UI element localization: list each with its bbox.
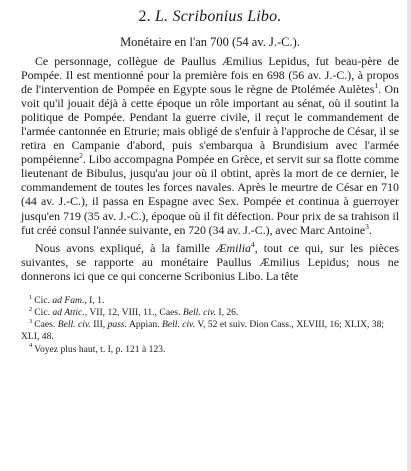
footnote-1-text-a: Cic. xyxy=(34,294,53,306)
footnote-ref-3[interactable]: 3 xyxy=(365,221,369,231)
paragraph-2 xyxy=(21,241,399,283)
footnote-3-text-c: Appian. xyxy=(127,319,162,331)
footnote-2-work: ad Attic. xyxy=(52,306,85,318)
paragraph-1-text-d: . xyxy=(368,222,372,237)
section-heading xyxy=(21,8,399,26)
footnote-3-work-2: Bell. civ. xyxy=(162,319,196,331)
footnote-1 xyxy=(21,295,399,307)
footnote-3-work: Bell. civ. xyxy=(57,319,91,331)
section-subheading: Monétaire en l'an 700 (54 av. J.-C.). xyxy=(120,35,300,49)
footnote-3-text-a: Caes. xyxy=(34,319,58,331)
family-name: Æmilia xyxy=(215,240,251,255)
footnote-2-text-c: I, 26. xyxy=(216,306,239,318)
paragraph-1-text-c: . Libo accompagna Pompée en Grèce, et servit sur sa flotte comme lieutenant de Bibulus, jusqu'au jour où il obtint, après la mort de ce dernier, le commandement de toutes les forces navales. Après le meurtre de César en 710 (44 av. J.-C.), il passa en Espagne avec Sex. Pompée et continua à guerroyer jusqu'en 719 (35 av. J.-C.), époque où il fit défection. Pour prix de sa trahison il fut créé consul l'année suivante, en 720 (34 av. J.-C.), avec Marc Antoine xyxy=(21,152,399,237)
footnote-2 xyxy=(21,307,399,319)
paragraph-1-text-b: . On voit qu'il jouait déjà à cette époque un rôle important au sénat, où il soutint la politique de Pompée. Pendant la guerre civile, il reçut le commandement de l'armée cantonnée en Etrurie; mais obligé de s'enfuir à l'approche de César, il se retira en Campanie d'abord, puis s'embarqua à Brundisium avec l'armée pompéienne xyxy=(21,82,399,167)
footnote-1-number: 1 xyxy=(29,293,33,301)
footnote-3-text-d: V, 52 et suiv. Dion Cass., XLVIII, 16; XLIX, 38; XLI, 48. xyxy=(21,319,385,343)
section-name: L. Scribonius Libo. xyxy=(155,8,282,25)
footnote-ref-4[interactable]: 4 xyxy=(250,239,255,249)
footnotes xyxy=(21,295,399,356)
footnote-3-number: 3 xyxy=(29,317,33,325)
footnote-2-work-2: Bell. civ. xyxy=(182,306,216,318)
footnote-4-text-a: Voyez plus haut, t. I, p. 121 à 123. xyxy=(34,343,166,355)
footnote-2-text-a: Cic. xyxy=(34,306,53,318)
footnote-4-number: 4 xyxy=(29,342,33,350)
paragraph-2-text-b: , tout ce qui, sur les pièces suivantes, se rapporte au monétaire Paullus Æmilius Lepidus; nous ne donnerons ici que ce qui concerne Scribonius Libo. La tête xyxy=(21,240,399,283)
section-number: 2. xyxy=(138,8,151,25)
paragraph-1 xyxy=(21,54,399,237)
footnote-2-text-b: , VII, 12, VIII, 11., Caes. xyxy=(84,306,183,318)
footnote-1-work: ad Fam. xyxy=(52,294,85,306)
footnote-4 xyxy=(21,344,399,356)
page-edge xyxy=(407,0,411,471)
paragraph-1-text-a: Ce personnage, collègue de Paullus Æmilius Lepidus, fut beau-père de Pompée. Il est mentionné pour la première fois en 698 (56 av. J.-C.), à propos de l'intervention de Pompée en Egypte sous le règne de Ptolémée Aulètes xyxy=(21,54,399,97)
footnote-ref-1[interactable]: 1 xyxy=(374,81,379,91)
footnote-ref-2[interactable]: 2 xyxy=(79,151,83,161)
footnote-3 xyxy=(21,319,399,343)
footnote-1-text-b: , I, 1. xyxy=(84,294,105,306)
footnote-3-text-b: III, xyxy=(90,319,108,331)
paragraph-2-text-a: Nous avons expliqué, à la famille xyxy=(35,240,216,255)
footnote-3-passim: pass. xyxy=(107,319,128,331)
footnote-2-number: 2 xyxy=(29,305,33,313)
